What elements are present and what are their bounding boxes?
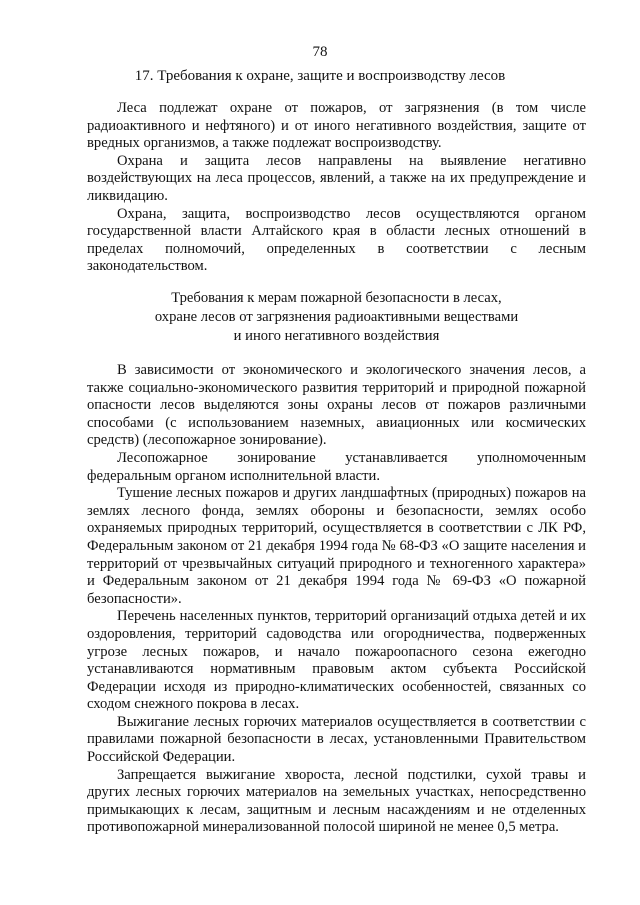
paragraph: Тушение лесных пожаров и других ландшафтных (природных) пожаров на землях лесного фонда, землях обороны и безопасности, землях особо охраняемых природных территорий, осуществляется в соответствии с ЛК РФ, Федеральным законом от 21 декабря 1994 года № 68-ФЗ «О защите населения и территорий от чрезвычайных ситуаций природного и техногенного характера» и Федеральным законом от 21 декабря 1994 года № 69-ФЗ «О пожарной безопасности». — [87, 485, 586, 607]
paragraph: Перечень населенных пунктов, территорий организаций отдыха детей и их оздоровления, территорий садоводства или огородничества, подверженных угрозе лесных пожаров, и начало пожароопасного сезона ежегодно устанавливаются нормативным правовым актом субъекта Российской Федерации исходя из природно-климатических особенностей, связанных со сходом снежного покрова в лесах. — [87, 608, 586, 713]
section-body — [87, 100, 586, 276]
section-heading: 17. Требования к охране, защите и воспроизводству лесов — [134, 68, 506, 84]
subsection-heading-line: и иного негативного воздействия — [233, 328, 440, 344]
page-number: 78 — [312, 44, 328, 60]
subsection-heading-line: охране лесов от загрязнения радиоактивными веществами — [154, 309, 519, 325]
paragraph: Лесопожарное зонирование устанавливается уполномоченным федеральным органом исполнительной власти. — [87, 449, 586, 484]
paragraph: В зависимости от экономического и экологического значения лесов, а также социально-экономического развития территорий и природной пожарной опасности лесов выделяются зоны охраны лесов от пожаров различными способами (с использованием наземных, авиационных или космических средств) (лесопожарное зонирование). — [87, 362, 586, 449]
subsection-heading — [87, 289, 586, 346]
paragraph: Леса подлежат охране от пожаров, от загрязнения (в том числе радиоактивного и нефтяного) и от иного негативного воздействия, защите от вредных организмов, а также подлежат воспроизводству. — [87, 100, 586, 152]
paragraph: Охрана, защита, воспроизводство лесов осуществляются органом государственной власти Алтайского края в области лесных отношений в пределах полномочий, определенных в соответствии с лесным законодательством. — [87, 205, 586, 275]
paragraph: Охрана и защита лесов направлены на выявление негативно воздействующих на леса процессов, явлений, а также на их предупреждение и ликвидацию. — [87, 152, 586, 204]
paragraph: Выжигание лесных горючих материалов осуществляется в соответствии с правилами пожарной безопасности в лесах, установленными Правительством Российской Федерации. — [87, 713, 586, 766]
subsection-heading-line: Требования к мерам пожарной безопасности в лесах, — [171, 290, 502, 306]
paragraph: Запрещается выжигание хвороста, лесной подстилки, сухой травы и других лесных горючих материалов на земельных участках, непосредственно примыкающих к лесам, защитным и лесным насаждениям и не отделенных противопожарной минерализованной полосой шириной не менее 0,5 метра. — [87, 766, 586, 836]
fire-safety-body — [87, 362, 586, 837]
